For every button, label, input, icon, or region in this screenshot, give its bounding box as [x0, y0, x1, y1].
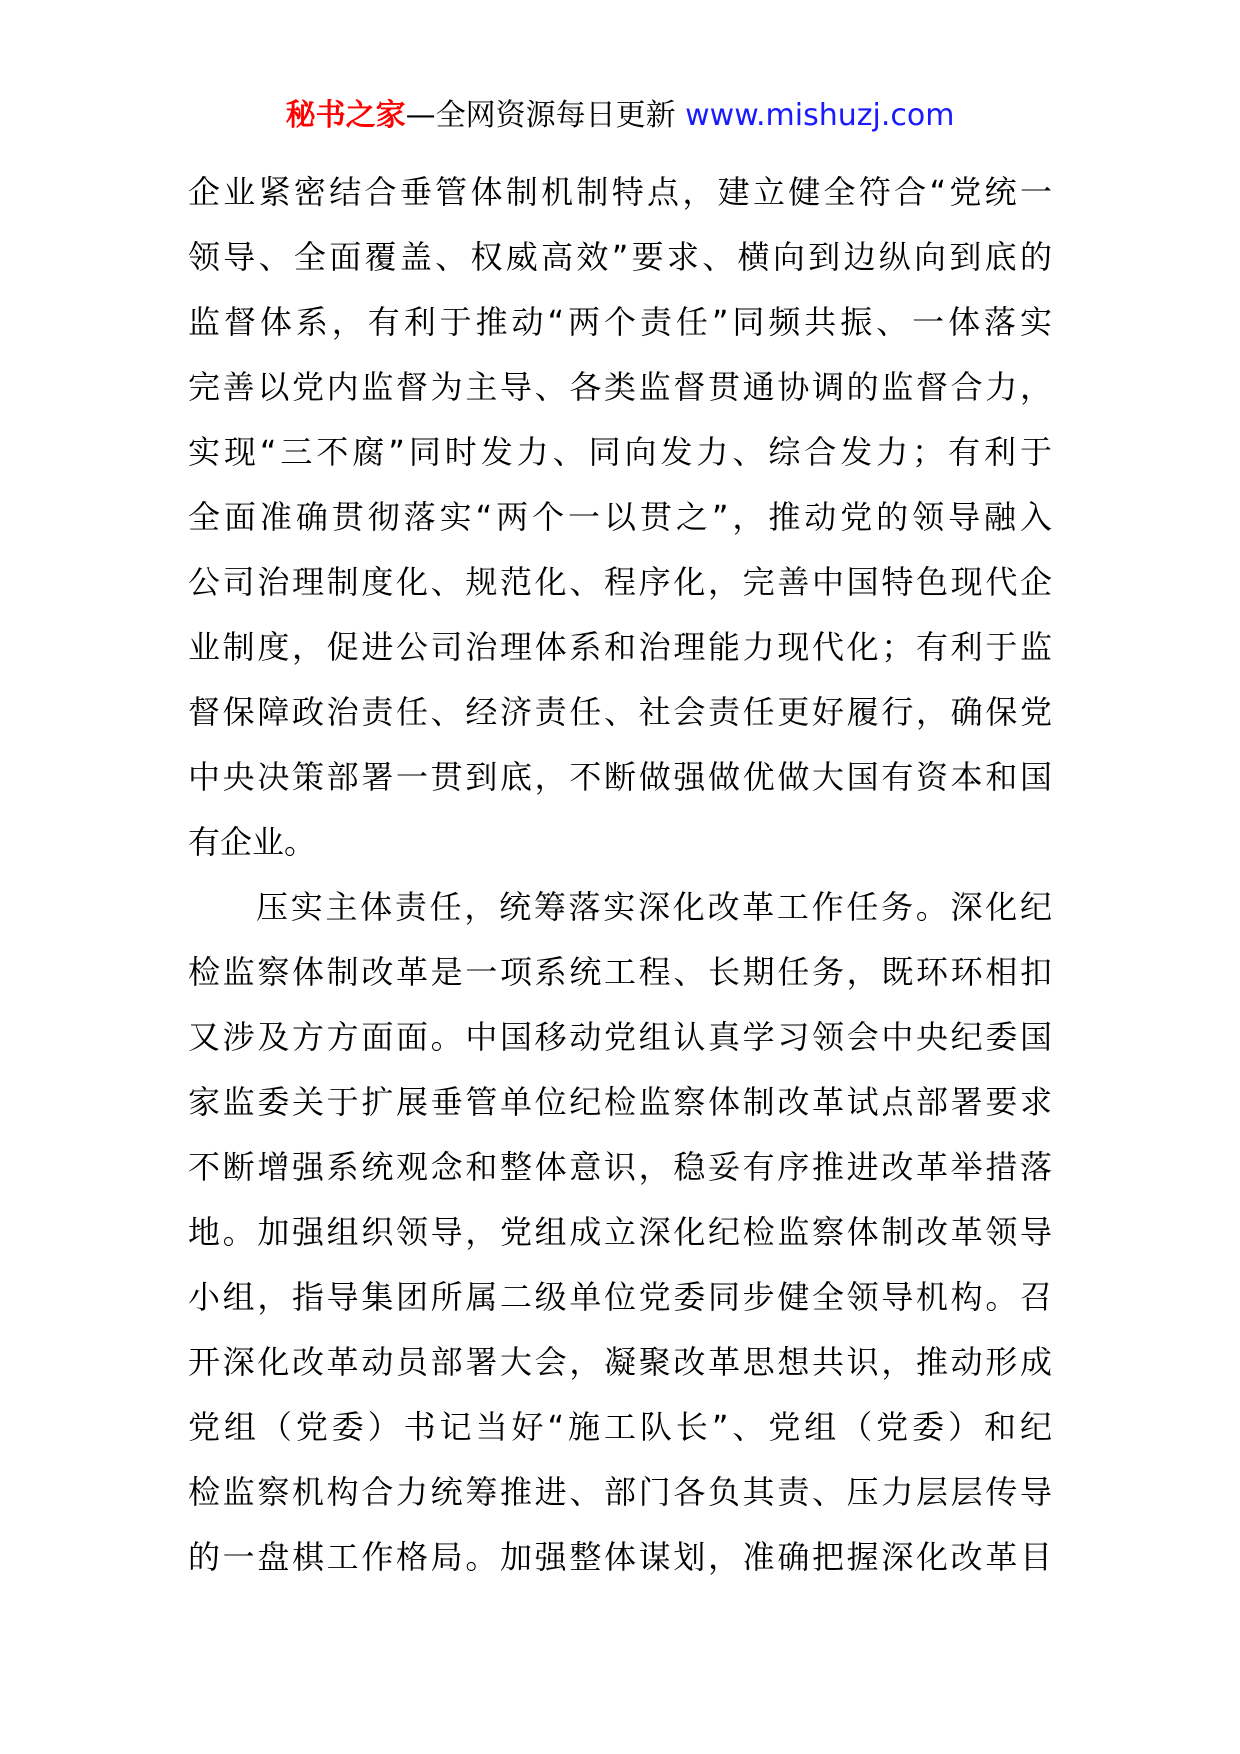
text-line: 检监察体制改革是一项系统工程、长期任务，既环环相扣: [188, 953, 1052, 991]
text-line: 压实主体责任，统筹落实深化改革工作任务。深化纪: [256, 888, 1052, 926]
text-line: 中央决策部署一贯到底，不断做强做优做大国有资本和国: [188, 758, 1052, 796]
text-line: 督保障政治责任、经济责任、社会责任更好履行，确保党: [188, 693, 1052, 731]
text-line: 检监察机构合力统筹推进、部门各负其责、压力层层传导: [188, 1473, 1052, 1511]
text-line: 的一盘棋工作格局。加强整体谋划，准确把握深化改革目: [188, 1538, 1052, 1576]
text-line: 家监委关于扩展垂管单位纪检监察体制改革试点部署要求: [188, 1083, 1052, 1121]
text-line: 又涉及方方面面。中国移动党组认真学习领会中央纪委国: [188, 1018, 1052, 1056]
text-line: 完善以党内监督为主导、各类监督贯通协调的监督合力，: [188, 368, 1052, 406]
document-body: [188, 160, 1052, 1590]
text-line: 业制度，促进公司治理体系和治理能力现代化；有利于监: [188, 628, 1052, 666]
text-line: 领导、全面覆盖、权威高效”要求、横向到边纵向到底的: [188, 238, 1052, 276]
paragraph-main: [188, 875, 1052, 1590]
text-line: 不断增强系统观念和整体意识，稳妥有序推进改革举措落: [188, 1148, 1052, 1186]
text-line: 实现“三不腐”同时发力、同向发力、综合发力；有利于: [188, 433, 1052, 471]
text-line: 有企业。: [188, 823, 317, 861]
text-line: 监督体系，有利于推动“两个责任”同频共振、一体落实: [188, 303, 1052, 341]
site-header: [0, 96, 1240, 136]
site-url-link[interactable]: www.mishuzj.com: [685, 98, 955, 133]
text-line: 开深化改革动员部署大会，凝聚改革思想共识，推动形成: [188, 1343, 1052, 1381]
text-line: 企业紧密结合垂管体制机制特点，建立健全符合“党统一: [188, 173, 1052, 211]
text-line: 地。加强组织领导，党组成立深化纪检监察体制改革领导: [188, 1213, 1052, 1251]
text-line: 小组，指导集团所属二级单位党委同步健全领导机构。召: [188, 1278, 1052, 1316]
text-line: 全面准确贯彻落实“两个一以贯之”，推动党的领导融入: [188, 498, 1052, 536]
paragraph-continuation: [188, 160, 1052, 875]
text-line: 公司治理制度化、规范化、程序化，完善中国特色现代企: [188, 563, 1052, 601]
header-tagline: —全网资源每日更新: [405, 98, 686, 133]
text-line: 党组（党委）书记当好“施工队长”、党组（党委）和纪: [188, 1408, 1052, 1446]
brand-name: 秘书之家: [285, 98, 406, 133]
